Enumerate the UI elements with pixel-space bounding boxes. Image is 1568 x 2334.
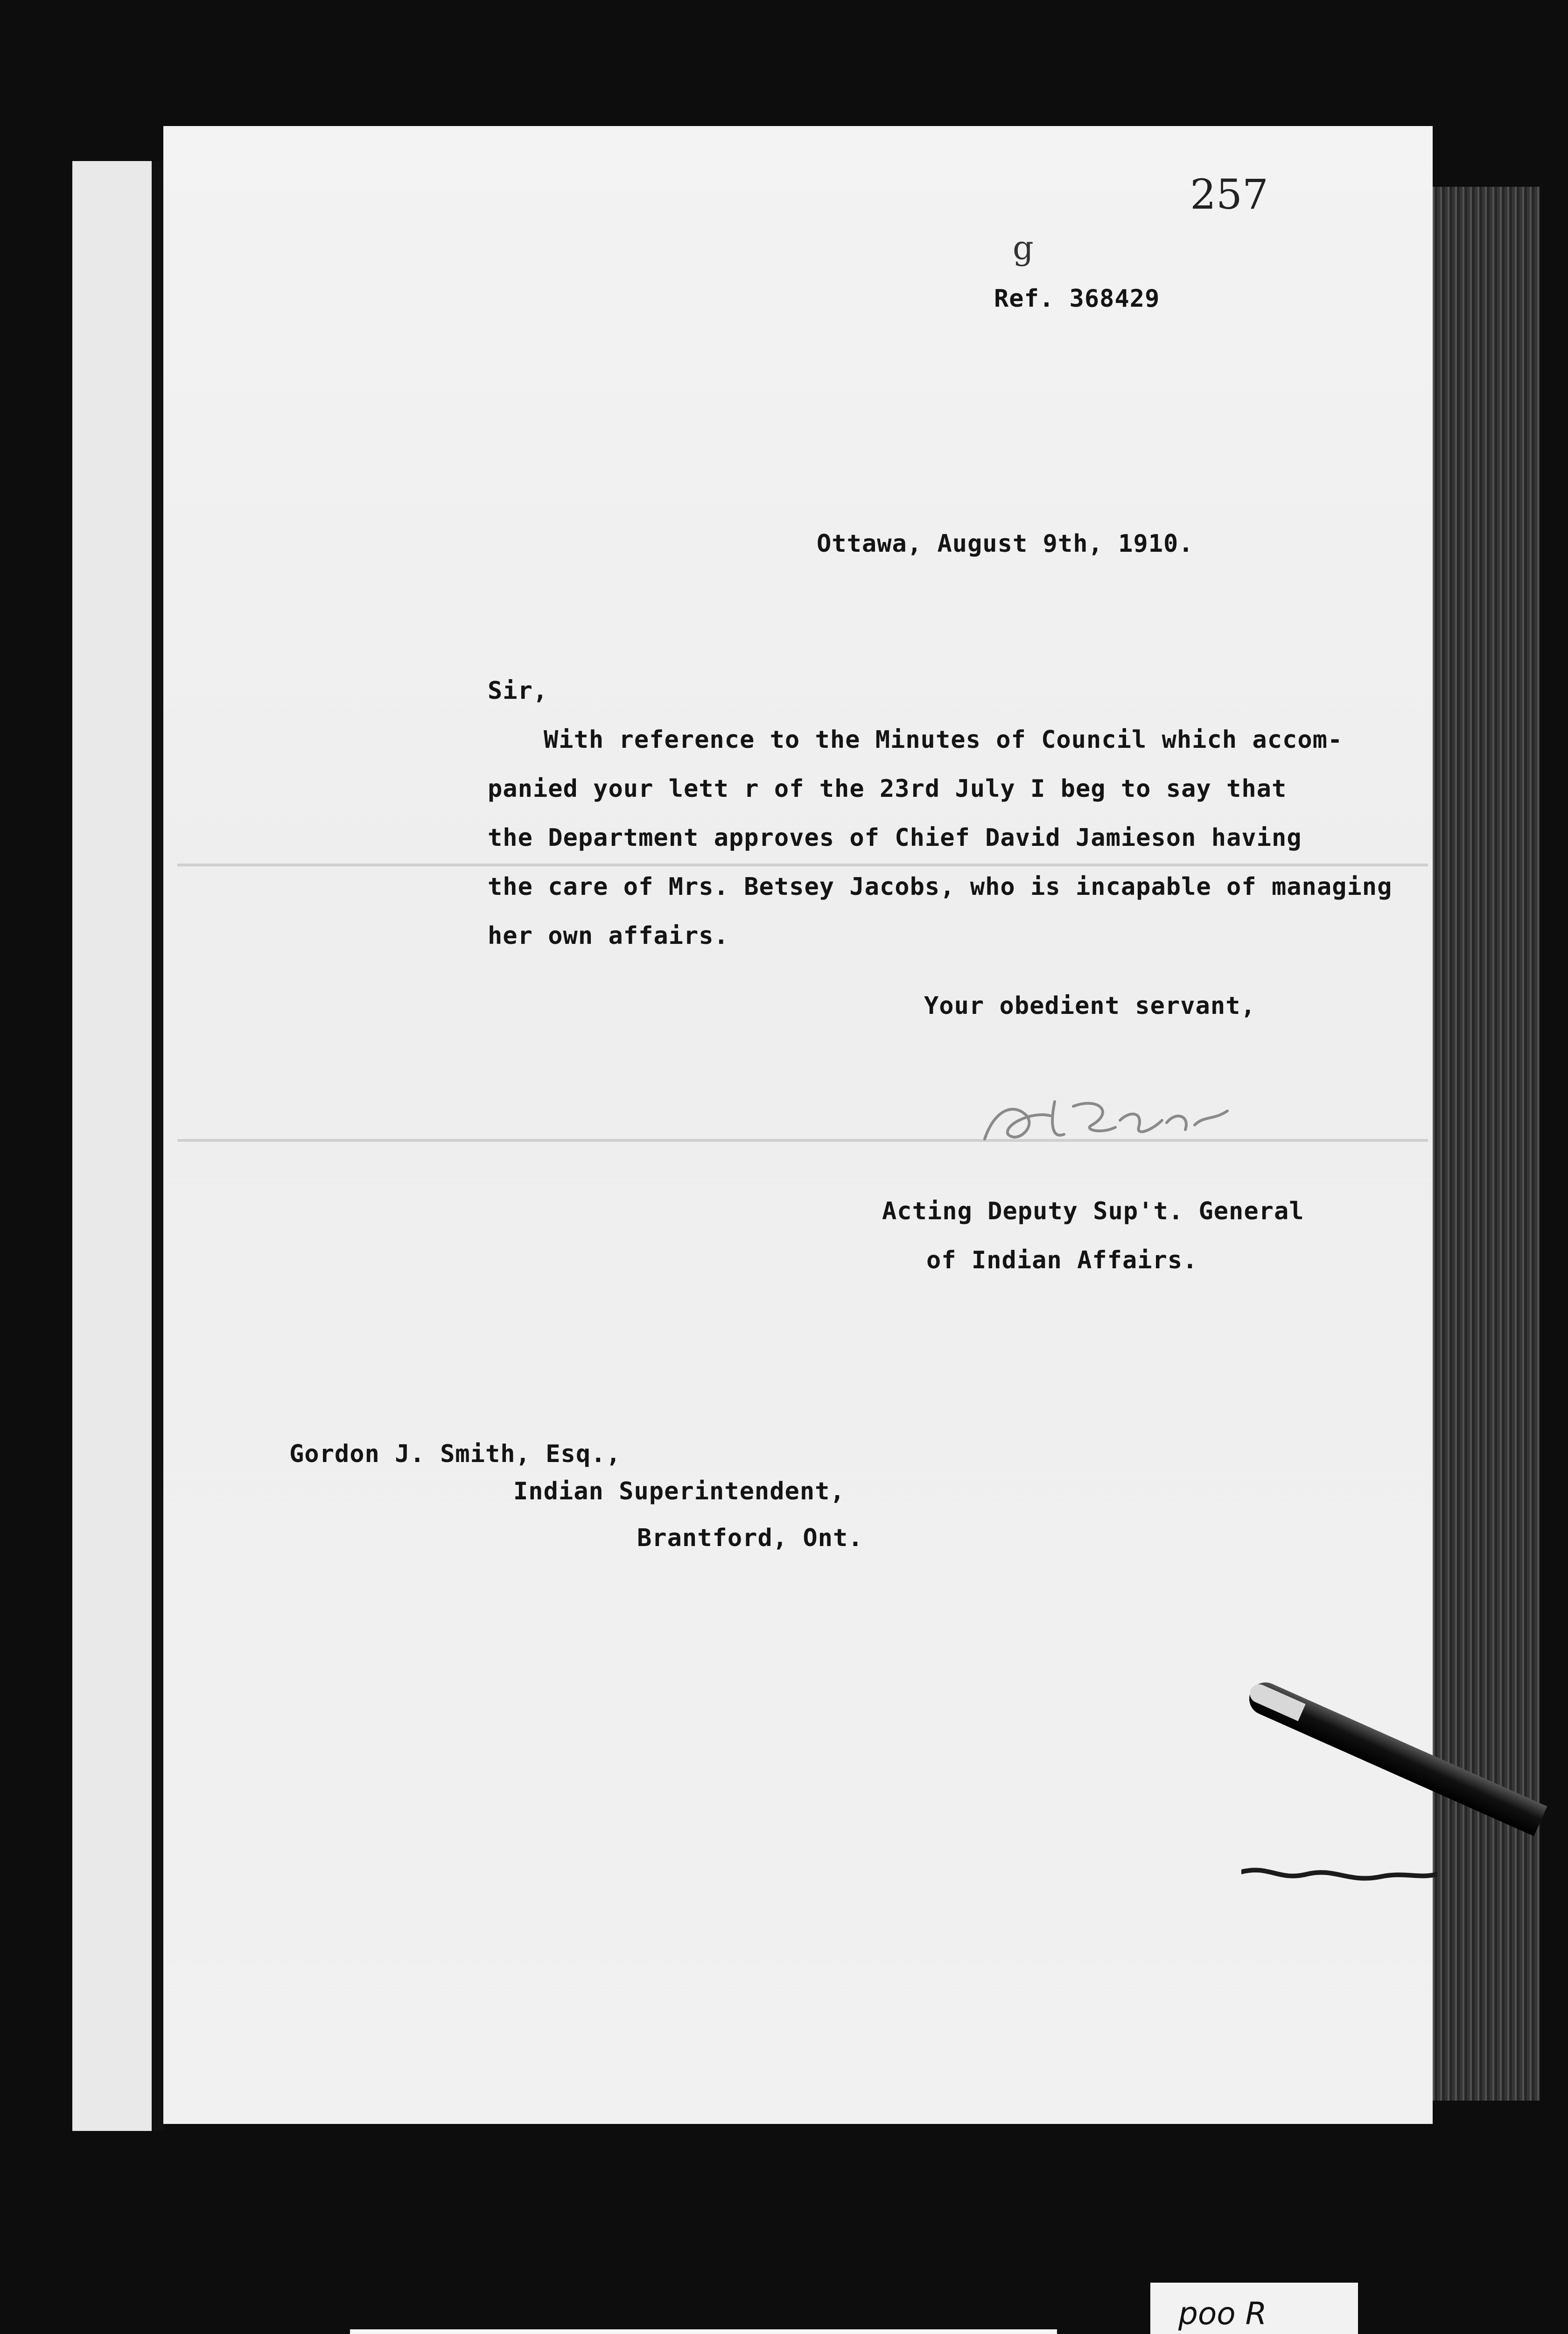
reference-number: Ref. 368429 <box>994 285 1160 313</box>
left-facing-page-edge <box>72 161 165 2131</box>
page-number: 257 <box>1190 170 1268 218</box>
addressee-name: Gordon J. Smith, Esq., <box>289 1440 621 1468</box>
poor-copy-note <box>1150 2283 1358 2334</box>
signature-title: Acting Deputy Sup't. General <box>882 1197 1304 1225</box>
pen-mark: g <box>1013 229 1034 267</box>
body-line: the care of Mrs. Betsey Jacobs, who is incapable of managing <box>488 873 1393 901</box>
signature-title: of Indian Affairs. <box>926 1246 1198 1274</box>
page-fold-line <box>177 864 1428 866</box>
body-line: her own affairs. <box>488 922 729 950</box>
body-line: With reference to the Minutes of Council which accom- <box>544 726 1343 754</box>
closing: Your obedient servant, <box>924 992 1256 1020</box>
addressee-location: Brantford, Ont. <box>637 1524 863 1552</box>
thread <box>1241 1863 1437 1891</box>
dateline: Ottawa, August 9th, 1910. <box>817 530 1194 558</box>
body-line: panied your lett r of the 23rd July I beg to say that <box>488 775 1287 803</box>
page-fold-line <box>177 1139 1428 1142</box>
poor-copy-line: poo R <box>1178 2296 1267 2332</box>
letter-page <box>163 126 1433 2124</box>
salutation: Sir, <box>488 677 548 705</box>
archive-reference-label <box>350 2329 1057 2334</box>
body-line: the Department approves of Chief David Jamieson having <box>488 824 1302 852</box>
handwritten-signature <box>975 1083 1237 1158</box>
addressee-title: Indian Superintendent, <box>513 1477 845 1505</box>
